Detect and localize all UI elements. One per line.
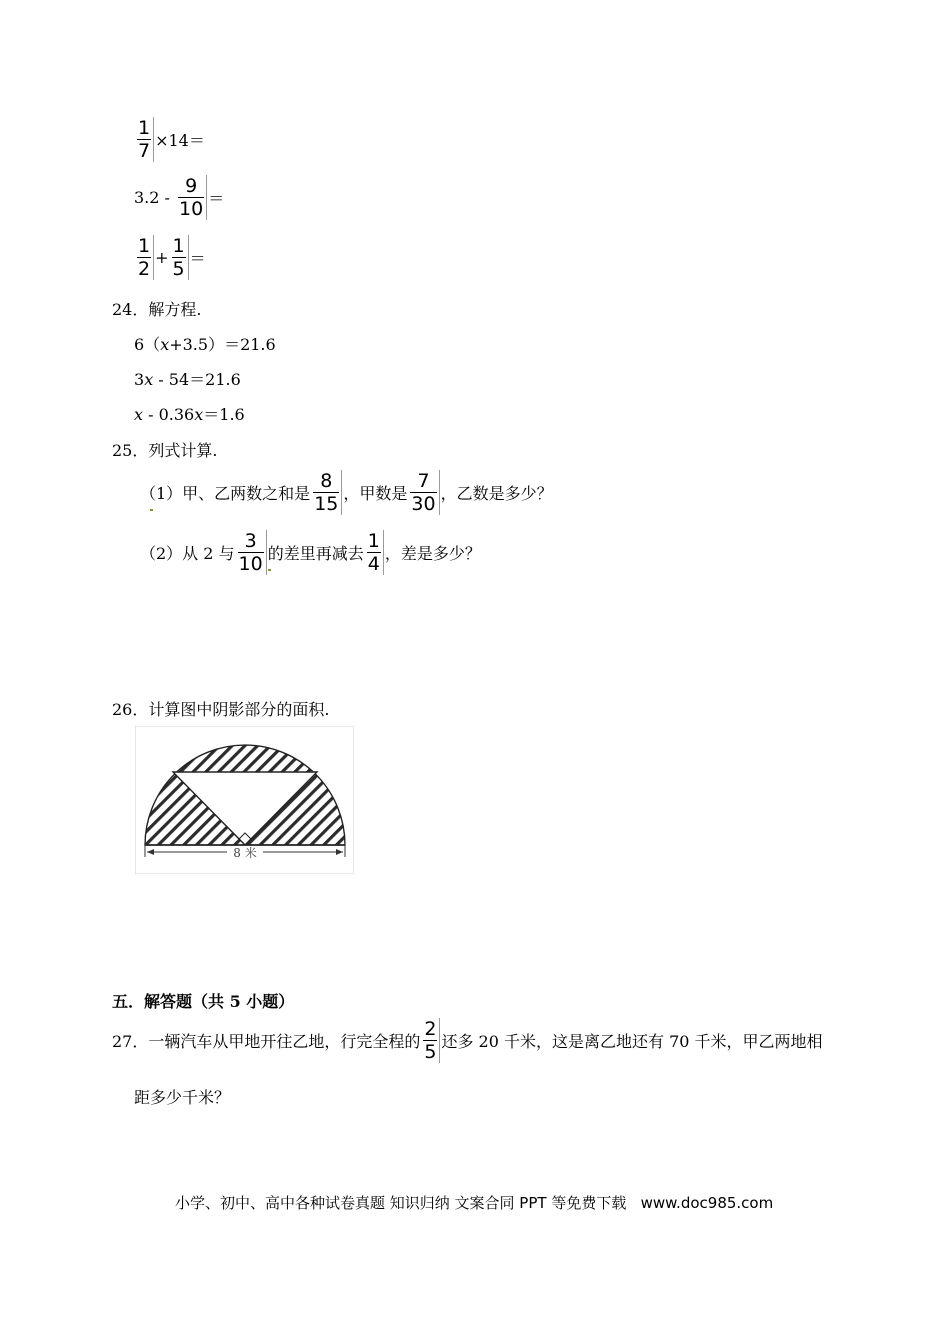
q25-title: 25．列式计算.: [112, 441, 218, 460]
q26-title: 26．计算图中阴影部分的面积.: [112, 700, 330, 719]
section-title: 五．解答题（共 5 小题）: [112, 992, 295, 1011]
expr-tail: ×14＝: [155, 131, 205, 150]
q24-title: 24．解方程.: [112, 300, 202, 319]
calc-expr-1: [134, 117, 205, 162]
shaded-area-diagram: [135, 726, 354, 874]
fraction: $\frac{8}{15}$: [311, 470, 342, 515]
fraction: $\frac{1}{4}$: [365, 530, 384, 575]
q24-equation-3: x - 0.36x＝1.6: [134, 405, 245, 424]
expr-tail: ＝: [189, 249, 206, 268]
fraction: $\frac{2}{5}$: [421, 1018, 440, 1063]
mark-dot: [268, 569, 271, 571]
dimension-label: 8 米: [233, 846, 257, 860]
fraction: $\frac{1}{5}$: [170, 235, 189, 280]
fraction: $\frac{9}{10}$: [176, 175, 207, 220]
fraction: $\frac{1}{7}$: [135, 117, 154, 162]
fraction: $\frac{3}{10}$: [236, 530, 267, 575]
q27-line-2: 距多少千米？: [134, 1088, 231, 1107]
fraction: $\frac{1}{2}$: [135, 235, 154, 280]
q25-part-2: （2）从 2 与 $\frac{3}{10}$ 的差里再减去 $\frac{1}{4}$ ，差是多少？: [140, 530, 481, 575]
calc-expr-2: [134, 175, 224, 220]
footer-text: 小学、初中、高中各种试卷真题 知识归纳 文案合同 PPT 等免费下载 www.doc985.com: [175, 1194, 774, 1212]
q24-equation-2: 3x - 54＝21.6: [134, 370, 241, 389]
q25-part-1: （1）甲、乙两数之和是 $\frac{8}{15}$ ，甲数是 $\frac{7}{30}$ ，乙数是多少？: [140, 470, 553, 515]
expr-head: 3.2 -: [134, 188, 176, 207]
plus-sign: +: [155, 248, 169, 267]
q27-line-1: 27．一辆汽车从甲地开往乙地，行完全程的 $\frac{2}{5}$ 还多 20 千米，这是离乙地还有 70 千米，甲乙两地相: [112, 1018, 823, 1063]
semicircle-figure: [135, 726, 354, 874]
fraction: $\frac{7}{30}$: [408, 470, 439, 515]
q24-equation-1: 6（x+3.5）＝21.6: [134, 335, 276, 354]
calc-expr-3: [134, 235, 206, 280]
expr-tail: ＝: [208, 189, 225, 208]
mark-dot: [150, 509, 153, 511]
